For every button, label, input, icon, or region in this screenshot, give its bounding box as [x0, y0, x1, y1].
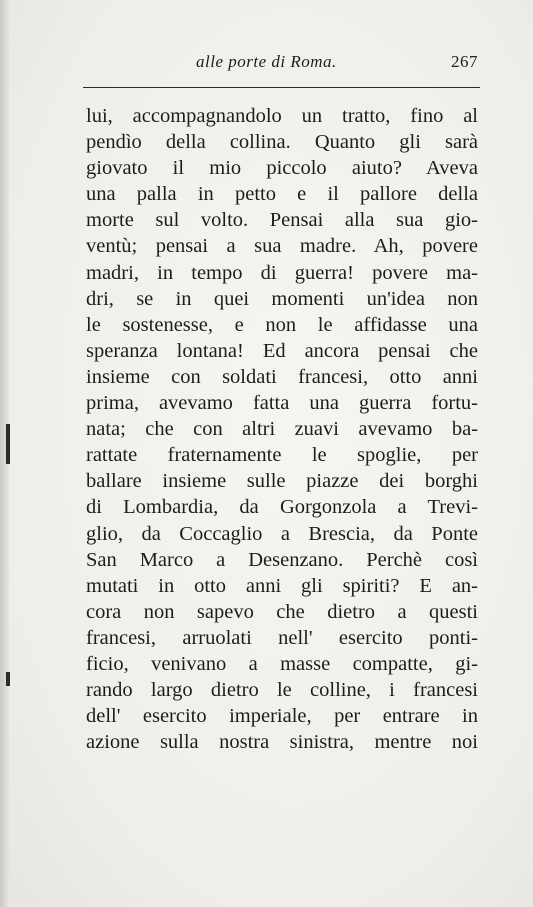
text-line: dell' esercito imperiale, per entrare in [86, 705, 478, 728]
text-line: morte sul volto. Pensai alla sua gio- [86, 209, 478, 232]
text-line: una palla in petto e il pallore della [86, 183, 478, 206]
text-line: ballare insieme sulle piazze dei borghi [86, 470, 478, 493]
text-line: speranza lontana! Ed ancora pensai che [86, 339, 478, 362]
text-line: ventù; pensai a sua madre. Ah, povere [86, 235, 478, 258]
text-line: di Lombardia, da Gorgonzola a Trevi- [86, 496, 478, 519]
running-head [86, 52, 478, 76]
header-rule [83, 87, 480, 88]
text-line: lui, accompagnandolo un tratto, fino al [86, 105, 478, 127]
text-line: giovato il mio piccolo aiuto? Aveva [86, 157, 478, 180]
text-line: madri, in tempo di guerra! povere ma- [86, 261, 478, 284]
text-line: mutati in otto anni gli spiriti? E an- [86, 574, 478, 597]
text-line: ficio, venivano a masse compatte, gi- [86, 652, 478, 675]
text-line: prima, avevamo fatta una guerra fortu- [86, 392, 478, 415]
text-line: dri, se in quei momenti un'idea non [86, 287, 478, 310]
text-line: insieme con soldati francesi, otto anni [86, 365, 478, 388]
text-line: San Marco a Desenzano. Perchè così [86, 548, 478, 571]
body-text [86, 103, 478, 755]
text-line: azione sulla nostra sinistra, mentre noi [86, 731, 478, 754]
page-number: 267 [451, 52, 478, 71]
text-line: cora non sapevo che dietro a questi [86, 600, 478, 623]
text-line: rando largo dietro le colline, i francesi [86, 679, 478, 702]
margin-mark [6, 424, 10, 464]
text-line: francesi, arruolati nell' esercito ponti- [86, 626, 478, 649]
text-line: rattate fraternamente le spoglie, per [86, 444, 478, 467]
text-line: le sostenesse, e non le affidasse una [86, 313, 478, 336]
text-line: nata; che con altri zuavi avevamo ba- [86, 418, 478, 441]
running-title: alle porte di Roma. [196, 52, 337, 71]
text-line: pendìo della collina. Quanto gli sarà [86, 131, 478, 154]
text-line: glio, da Coccaglio a Brescia, da Ponte [86, 522, 478, 545]
margin-mark [6, 672, 10, 686]
